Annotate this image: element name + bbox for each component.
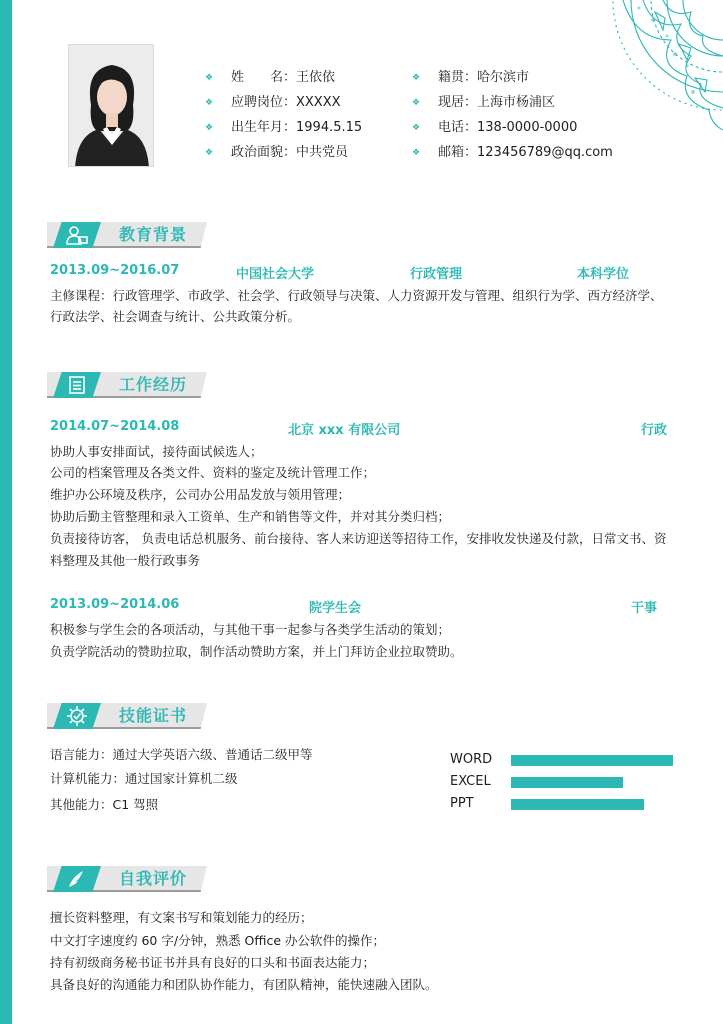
left-accent-bar: [0, 0, 12, 1024]
education-period: 2013.09~2016.07: [50, 263, 180, 278]
work-role: 行政: [641, 423, 668, 438]
info-label: 电话：: [438, 120, 478, 135]
education-major: 行政管理: [410, 267, 463, 282]
diamond-bullet-icon: ❖: [412, 73, 421, 83]
section-title: 自我评价: [119, 869, 188, 888]
info-value: 123456789@qq.com: [477, 145, 613, 160]
skill-bar-word: [511, 755, 673, 766]
education-courses-line: 主修课程：行政管理学、市政学、社会学、行政领导与决策、人力资源开发与管理、组织行为学、西方经济学、: [50, 288, 663, 303]
gear-check-icon: [66, 705, 88, 727]
section-title: 技能证书: [119, 706, 188, 725]
diamond-bullet-icon: ❖: [205, 98, 214, 108]
work-duty-line: 协助人事安排面试，接待面试候选人；: [50, 444, 263, 459]
self-evaluation-line: 中文打字速度约 60 字/分钟，熟悉 Office 办公软件的操作；: [50, 933, 385, 948]
info-value: 1994.5.15: [296, 120, 363, 135]
skill-cert-line: 语言能力：通过大学英语六级、普通话二级甲等: [50, 747, 313, 762]
skill-bar-ppt: [511, 799, 644, 810]
info-label: 邮箱：: [438, 145, 478, 160]
diamond-bullet-icon: ❖: [412, 123, 421, 133]
work-organization: 院学生会: [309, 601, 362, 616]
diamond-bullet-icon: ❖: [412, 98, 421, 108]
info-value: XXXXX: [296, 95, 341, 110]
diamond-bullet-icon: ❖: [205, 123, 214, 133]
mandala-decoration: [583, 0, 723, 130]
info-label: 现居：: [438, 95, 478, 110]
self-evaluation-line: 持有初级商务秘书证书并具有良好的口头和书面表达能力；: [50, 955, 376, 970]
work-duty-line: 积极参与学生会的各项活动，与其他干事一起参与各类学生活动的策划；: [50, 622, 451, 637]
self-evaluation-line: 擅长资料整理，有文案书写和策划能力的经历；: [50, 910, 313, 925]
info-label: 应聘岗位：: [231, 95, 297, 110]
section-header-self-evaluation: [47, 866, 213, 896]
user-card-icon: [66, 225, 88, 245]
info-value: 中共党员: [296, 145, 349, 160]
section-title: 教育背景: [119, 225, 188, 244]
info-value: 138-0000-0000: [477, 120, 578, 135]
info-label: 籍贯：: [438, 70, 478, 85]
skill-bar-label: PPT: [450, 796, 474, 811]
info-label: 政治面貌：: [231, 145, 297, 160]
work-duty-line: 协助后勤主管整理和录入工资单、生产和销售等文件，并对其分类归档；: [50, 509, 451, 524]
section-title: 工作经历: [119, 375, 188, 394]
work-role: 干事: [631, 601, 658, 616]
education-degree: 本科学位: [577, 267, 630, 282]
work-period: 2013.09~2014.06: [50, 597, 180, 612]
work-duty-line: 公司的档案管理及各类文件、资料的鉴定及统计管理工作；: [50, 465, 376, 480]
work-duty-line: 维护办公环境及秩序，公司办公用品发放与领用管理；: [50, 487, 351, 502]
self-evaluation-line: 具备良好的沟通能力和团队协作能力，有团队精神，能快速融入团队。: [50, 977, 438, 992]
info-value: 王依依: [296, 70, 336, 85]
info-value: 上海市杨浦区: [477, 95, 556, 110]
skill-bar-label: WORD: [450, 752, 493, 767]
info-label: 姓 名：: [231, 70, 297, 85]
skill-bar-label: EXCEL: [450, 774, 491, 789]
section-header-skills: [47, 703, 213, 733]
diamond-bullet-icon: ❖: [205, 73, 214, 83]
work-period: 2014.07~2014.08: [50, 419, 180, 434]
info-value: 哈尔滨市: [477, 70, 530, 85]
education-courses-line: 行政法学、社会调查与统计、公共政策分析。: [50, 309, 301, 324]
document-list-icon: [67, 375, 87, 395]
skill-bar-excel: [511, 777, 623, 788]
section-header-education: [47, 222, 213, 252]
work-duty-line: 负责接待访客， 负责电话总机服务、前台接待、客人来访迎送等招待工作，安排收发快递及付款，日常文书、资: [50, 531, 667, 546]
diamond-bullet-icon: ❖: [205, 148, 214, 158]
education-school: 中国社会大学: [236, 267, 315, 282]
diamond-bullet-icon: ❖: [412, 148, 421, 158]
work-duty-line: 料整理及其他一般行政事务: [50, 553, 201, 568]
skill-cert-line: 计算机能力：通过国家计算机二级: [50, 771, 238, 786]
person-portrait-icon: [69, 45, 154, 167]
section-header-work: [47, 372, 213, 402]
work-organization: 北京 xxx 有限公司: [288, 423, 401, 438]
profile-photo: [68, 44, 154, 167]
info-label: 出生年月：: [231, 120, 297, 135]
work-duty-line: 负责学院活动的赞助拉取，制作活动赞助方案，并上门拜访企业拉取赞助。: [50, 644, 463, 659]
skill-cert-line: 其他能力：C1 驾照: [50, 797, 159, 812]
pen-nib-icon: [66, 869, 88, 889]
